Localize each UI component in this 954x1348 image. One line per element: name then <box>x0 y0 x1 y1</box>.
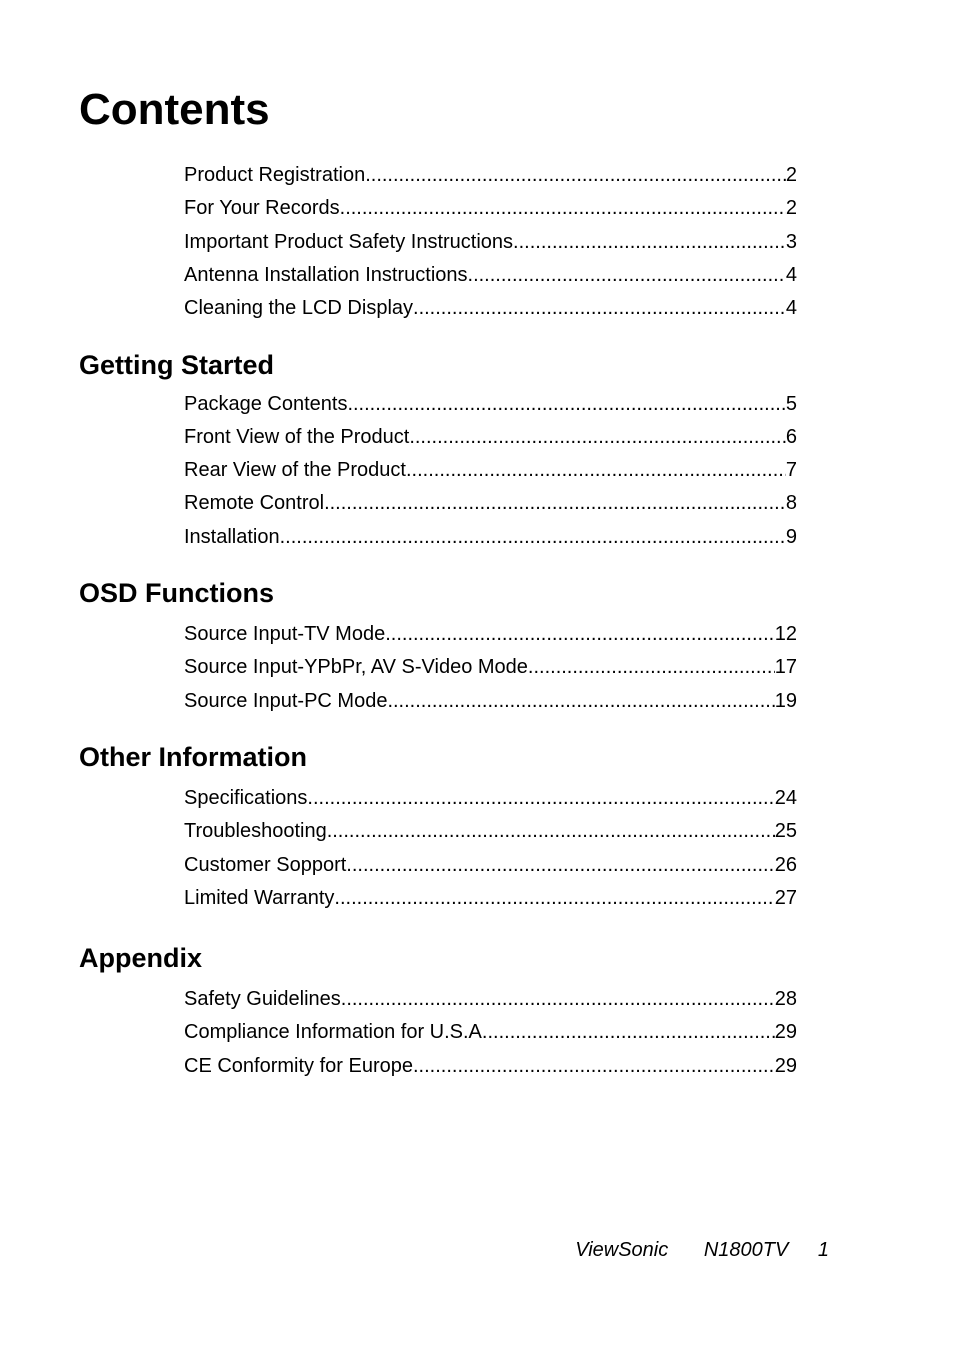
toc-entry[interactable] <box>184 817 797 845</box>
toc-dot-leader <box>347 390 785 418</box>
toc-dot-leader <box>365 161 786 189</box>
toc-entry[interactable] <box>184 687 797 715</box>
toc-entry-label: Safety Guidelines <box>184 988 341 1010</box>
toc-entry-page: 8 <box>785 492 797 514</box>
toc-entry-label: Specifications <box>184 787 308 809</box>
toc-dot-leader <box>413 1052 775 1080</box>
toc-entry-label: Compliance Information for U.S.A. <box>184 1021 488 1043</box>
section-heading-osd-functions: OSD Functions <box>79 578 274 608</box>
toc-dot-leader <box>280 523 786 551</box>
footer-page-number: 1 <box>817 1239 829 1261</box>
toc-entry-label: Front View of the Product <box>184 426 410 448</box>
toc-entry[interactable] <box>184 228 797 256</box>
toc-dot-leader <box>346 851 774 879</box>
toc-entry-label: Package Contents <box>184 393 348 415</box>
toc-dot-leader <box>327 817 775 845</box>
toc-entry-page: 6 <box>785 426 797 448</box>
toc-entry-page: 29 <box>774 1021 797 1043</box>
toc-dot-leader <box>406 456 786 484</box>
toc-entry-page: 3 <box>785 231 797 253</box>
toc-entry[interactable] <box>184 653 797 681</box>
toc-entry-page: 17 <box>774 656 797 678</box>
toc-dot-leader <box>334 884 774 912</box>
toc-dot-leader <box>340 194 786 222</box>
toc-entry-label: CE Conformity for Europe <box>184 1055 413 1077</box>
toc-entry[interactable] <box>184 294 797 322</box>
toc-entry[interactable] <box>184 1018 797 1046</box>
toc-entry-page: 27 <box>774 887 797 909</box>
toc-entry-label: Rear View of the Product <box>184 459 406 481</box>
toc-entry-page: 12 <box>774 623 797 645</box>
toc-entry-page: 9 <box>785 526 797 548</box>
toc-dot-leader <box>528 653 775 681</box>
toc-entry[interactable] <box>184 423 797 451</box>
section-heading-appendix: Appendix <box>79 943 203 973</box>
toc-entry-page: 25 <box>774 820 797 842</box>
toc-entry-label: Limited Warranty <box>184 887 335 909</box>
page-title: Contents <box>79 85 270 134</box>
toc-entry-label: Important Product Safety Instructions <box>184 231 514 253</box>
section-heading-getting-started: Getting Started <box>79 350 275 380</box>
toc-entry[interactable] <box>184 1052 797 1080</box>
toc-dot-leader <box>307 784 774 812</box>
toc-entry-label: Cleaning the LCD Display <box>184 297 414 319</box>
toc-entry[interactable] <box>184 261 797 289</box>
page-footer <box>575 1236 829 1264</box>
toc-entry[interactable] <box>184 620 797 648</box>
toc-entry[interactable] <box>184 456 797 484</box>
toc-dot-leader <box>387 687 774 715</box>
section-heading-other-information: Other Information <box>79 742 307 772</box>
toc-entry-page: 19 <box>774 690 797 712</box>
toc-dot-leader <box>341 985 775 1013</box>
toc-entry-page: 28 <box>774 988 797 1010</box>
toc-entry[interactable] <box>184 851 797 879</box>
toc-entry-label: Customer Sopport <box>184 854 347 876</box>
toc-dot-leader <box>385 620 775 648</box>
toc-entry-label: Troubleshooting <box>184 820 327 842</box>
toc-entry[interactable] <box>184 784 797 812</box>
toc-entry-page: 24 <box>774 787 797 809</box>
toc-entry-page: 5 <box>785 393 797 415</box>
toc-entry-page: 4 <box>785 264 797 286</box>
toc-entry-page: 4 <box>785 297 797 319</box>
toc-entry-label: Antenna Installation Instructions <box>184 264 468 286</box>
toc-entry[interactable] <box>184 390 797 418</box>
toc-entry-page: 29 <box>774 1055 797 1077</box>
toc-dot-leader <box>468 261 786 289</box>
footer-brand: ViewSonic <box>575 1239 669 1261</box>
toc-entry-label: Remote Control <box>184 492 325 514</box>
toc-entry-label: Source Input-TV Mode <box>184 623 386 645</box>
toc-entry-label: Product Registration <box>184 164 366 186</box>
toc-dot-leader <box>413 294 786 322</box>
toc-dot-leader <box>513 228 786 256</box>
toc-entry[interactable] <box>184 161 797 189</box>
toc-entry-label: For Your Records <box>184 197 340 219</box>
toc-entry-label: Source Input-PC Mode <box>184 690 388 712</box>
footer-model: N1800TV <box>703 1239 789 1261</box>
toc-entry-label: Installation <box>184 526 280 548</box>
toc-entry[interactable] <box>184 985 797 1013</box>
toc-entry-page: 2 <box>785 164 797 186</box>
toc-entry-label: Source Input-YPbPr, AV S-Video Mode <box>184 656 528 678</box>
toc-dot-leader <box>324 489 786 517</box>
toc-entry-page: 26 <box>774 854 797 876</box>
toc-entry[interactable] <box>184 884 797 912</box>
toc-entry[interactable] <box>184 489 797 517</box>
toc-entry-page: 7 <box>785 459 797 481</box>
toc-dot-leader <box>409 423 786 451</box>
toc-entry[interactable] <box>184 523 797 551</box>
toc-entry[interactable] <box>184 194 797 222</box>
toc-entry-page: 2 <box>785 197 797 219</box>
toc-dot-leader <box>487 1018 774 1046</box>
